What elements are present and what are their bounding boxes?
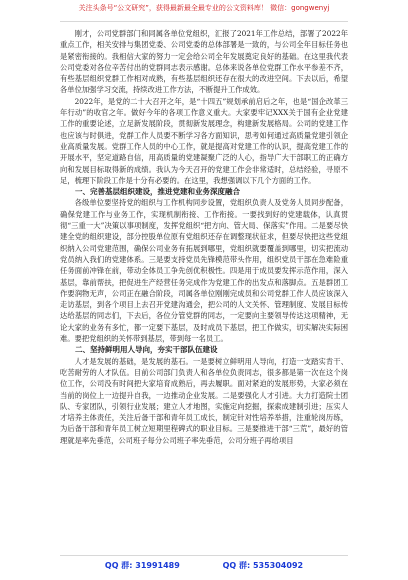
- section-2-paragraph: 人才是发展的基础，是发展的基石。一是要树立鲜明用人导向，打造一支踏实肯干、吃苦耐劳的人才队伍。目前公司部门负责人和各单位负责同志，很多都是第一次在这个岗位工作，公司没有时间把大家培育成熟后，再去履职。面对紧迫的发展形势，大家必须在当前的岗位上一边提升自我，一边推动企业发展。二是要强化人才引进。大力打造院士团队、专家团队，引领行业发展；建立人才地图，实施定向挖掘，探索成建制引进；压实人才培养主体责任，关注后备干部和青年员工成长，制定针对性培养举措，注重轮岗历练，为后备干部和青年员工树立短期里程碑式的职业目标。三是要推进干部“三荒”，最好的管理就是率先垂范，公司班子每分公司班子率先垂范，公司分班子再给项目: [60, 356, 348, 445]
- top-banner: 关注头条号“公文研究”，获得最新最全最专业的公文资料库！ 微信：gongwenyj: [78, 4, 330, 12]
- document-body: [60, 28, 348, 446]
- header-divider: [60, 21, 348, 22]
- footer-qq-group-1: QQ 群: 31991489: [104, 561, 180, 570]
- intro-paragraph-1: 刚才，公司党群部门和同属各单位党组织，汇报了2021年工作总结，部署了2022年重点工作，相关安排与集团党委、公司党委的总体部署是一致的，与公司全年目标任务也是紧密衔接的。我相信大家的努力一定会给公司全年发展奠定良好的基础。在这里我代表公司党委对各位辛苦付出的党群同志表示感谢。总体来说各单位党群工作水平参差不齐，有些基层组织党群工作相对成熟，有些基层组织还存在很大的改进空间。下去以后，希望各单位加强学习交流，持续改进工作方法，不断提升工作成效。: [60, 29, 348, 95]
- section-2-heading: 二、坚持鲜明用人导向，夯实干部队伍建设: [75, 345, 218, 355]
- footer-qq-group-2: QQ 群: 535304092: [222, 561, 304, 570]
- footer: [0, 560, 408, 572]
- intro-paragraph-2: 2022年，是党的二十大召开之年，是“十四五”规划承前启后之年，也是“国企改革三年行动”的收官之年。做好今年的各项工作意义重大。大家要牢记XXX关于国有企业党建工作的重要论述，立足新发展阶段，贯彻新发展理念，构建新发展格局。公司的党建工作也应该与时俱进，党群工作人员要不断学习各方面知识，思考如何通过高质量党建引领企业高质量发展。党群工作人员的中心工作，就是提高对党建工作的认识，提高党建工作的开展水平，坚定道路自信，用高质量的党建凝聚广泛的人心，指导广大干部职工的正确方向和发展目标取得新的成绩。我认为今天召开的党建工作会非常适时，总结经验，寻原不足，梳理下阶段工作是十分有必要的。在这里，我想强调以下几个方面的工作。: [60, 96, 348, 185]
- section-1-heading: 一、完善基层组织建设，推进党建和业务深度融合: [75, 187, 240, 197]
- footer-divider: [60, 555, 348, 556]
- section-1-paragraph: 各级单位要坚持党的组织与工作机构同步设置，党组织负责人及党务人员同步配备，确保党建工作与业务工作，实现机制衔接、工作衔接。一要找到好的党建载体，认真贯彻“三重一大”决策以事项制度，发挥党组织“把方向、管大局、保落实”作用。二是要尽快建全党的组织建设，部分控股单位原有党组织还存在调整现状征求，但要尽快把这些党组织纳入公司党建范围，确保公司业务有拓展到哪里，党组织就要覆盖到哪里，切实把流动党员纳入我们的党建体系。三是要支持党员先锋模范带头作用，组织党员干部在急难险重任务面前冲锋在前，带动全体员工争先创优积极性。四是用于成员要发挥示范作用，深入基层，靠前帮扶，把促进生产经营任务完成作为党建工作的出发点和落脚点。五是群团工作要润物无声，公司正在融合阶段，司属各单位刚刚完成员和公司党群工作人员应该深入走访基层，到各个项目上去召开党建沟通会，把公司的人文关怀、管理制度、发展目标传达给基层的同志们，下去后，各位分管党群的同志，一定要向主要领导传达这项精神，无论大家的业务有多忙，都一定要下基层，及时成员下基层，把工作做实，切实解决实际困难。要把党组织的关怀带到基层，带到每一名员工。: [60, 198, 348, 344]
